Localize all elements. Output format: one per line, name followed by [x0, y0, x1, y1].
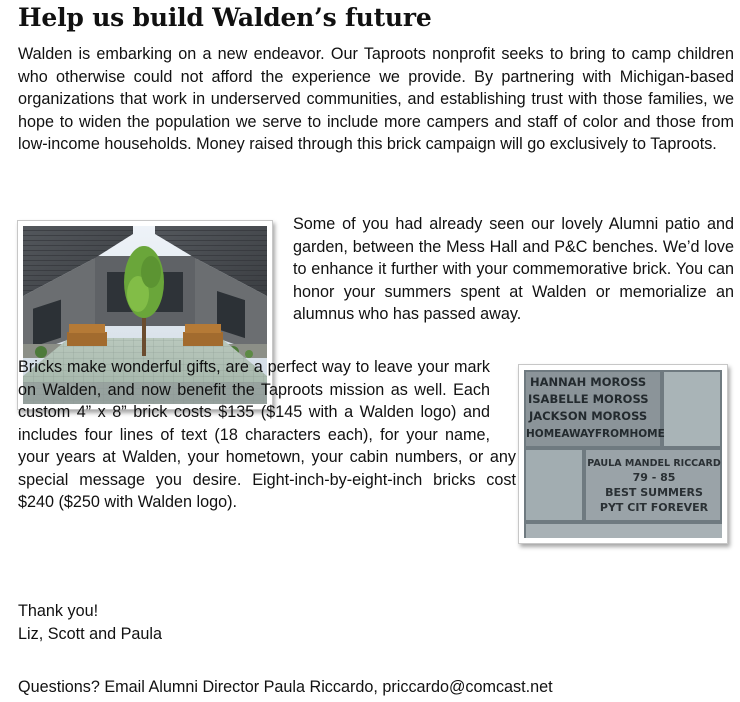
brick2-line2: 79 - 85: [632, 471, 676, 484]
closing: [18, 600, 162, 645]
bricks-paragraph: [18, 356, 516, 514]
brick2-line4: PYT CIT FOREVER: [599, 501, 709, 514]
article-title: Help us build Walden’s future: [18, 3, 432, 32]
brick2-line3: BEST SUMMERS: [605, 486, 703, 499]
brick1-line3: JACKSON MOROSS: [529, 409, 648, 423]
signature-text: Liz, Scott and Paula: [18, 624, 162, 643]
brick1-line1: HANNAH MOROSS: [530, 375, 647, 389]
brick1-line4: HOMEAWAYFROMHOME: [526, 428, 665, 440]
bricks-paragraph-text: Bricks make wonderful gifts, are a perfect way to leave your mark on Walden, and now benefit the Taproots mission as well. Each custom 4” x 8” brick costs $135 ($145 with a Walden logo) and includes four lines of text (18 characters each), for your name, your years at Walden, your hometown, your cabin numbers, or any special message you desire. Eight-inch-by-eight-inch bricks cost $240 ($250 with Walden logo).: [18, 358, 516, 511]
thanks-text: Thank you!: [18, 602, 99, 620]
patio-paragraph: Some of you had already seen our lovely Alumni patio and garden, between the Mess Hall and P&C benches. We’d love to enhance it further with your commemorative brick. You can honor your summers spent at Walden or memorialize an alumnus who has passed away.: [293, 215, 734, 323]
brick1-line2: ISABELLE MOROSS: [528, 392, 649, 406]
brick2-line1: PAULA MANDEL RICCARD: [587, 458, 721, 469]
bricks-photo: [518, 364, 728, 544]
bricks-image: [524, 370, 722, 538]
intro-paragraph: Walden is embarking on a new endeavor. Our Taproots nonprofit seeks to bring to camp children who otherwise could not afford the experience we provide. By partnering with Michigan-based organizations that work in underserved communities, and establishing trust with those families, we hope to widen the population we serve to include more campers and staff of color and those from low-income households. Money raised through this brick campaign will go exclusively to Taproots.: [18, 45, 734, 153]
questions-text: Questions? Email Alumni Director Paula Riccardo, priccardo@comcast.net: [18, 678, 553, 696]
